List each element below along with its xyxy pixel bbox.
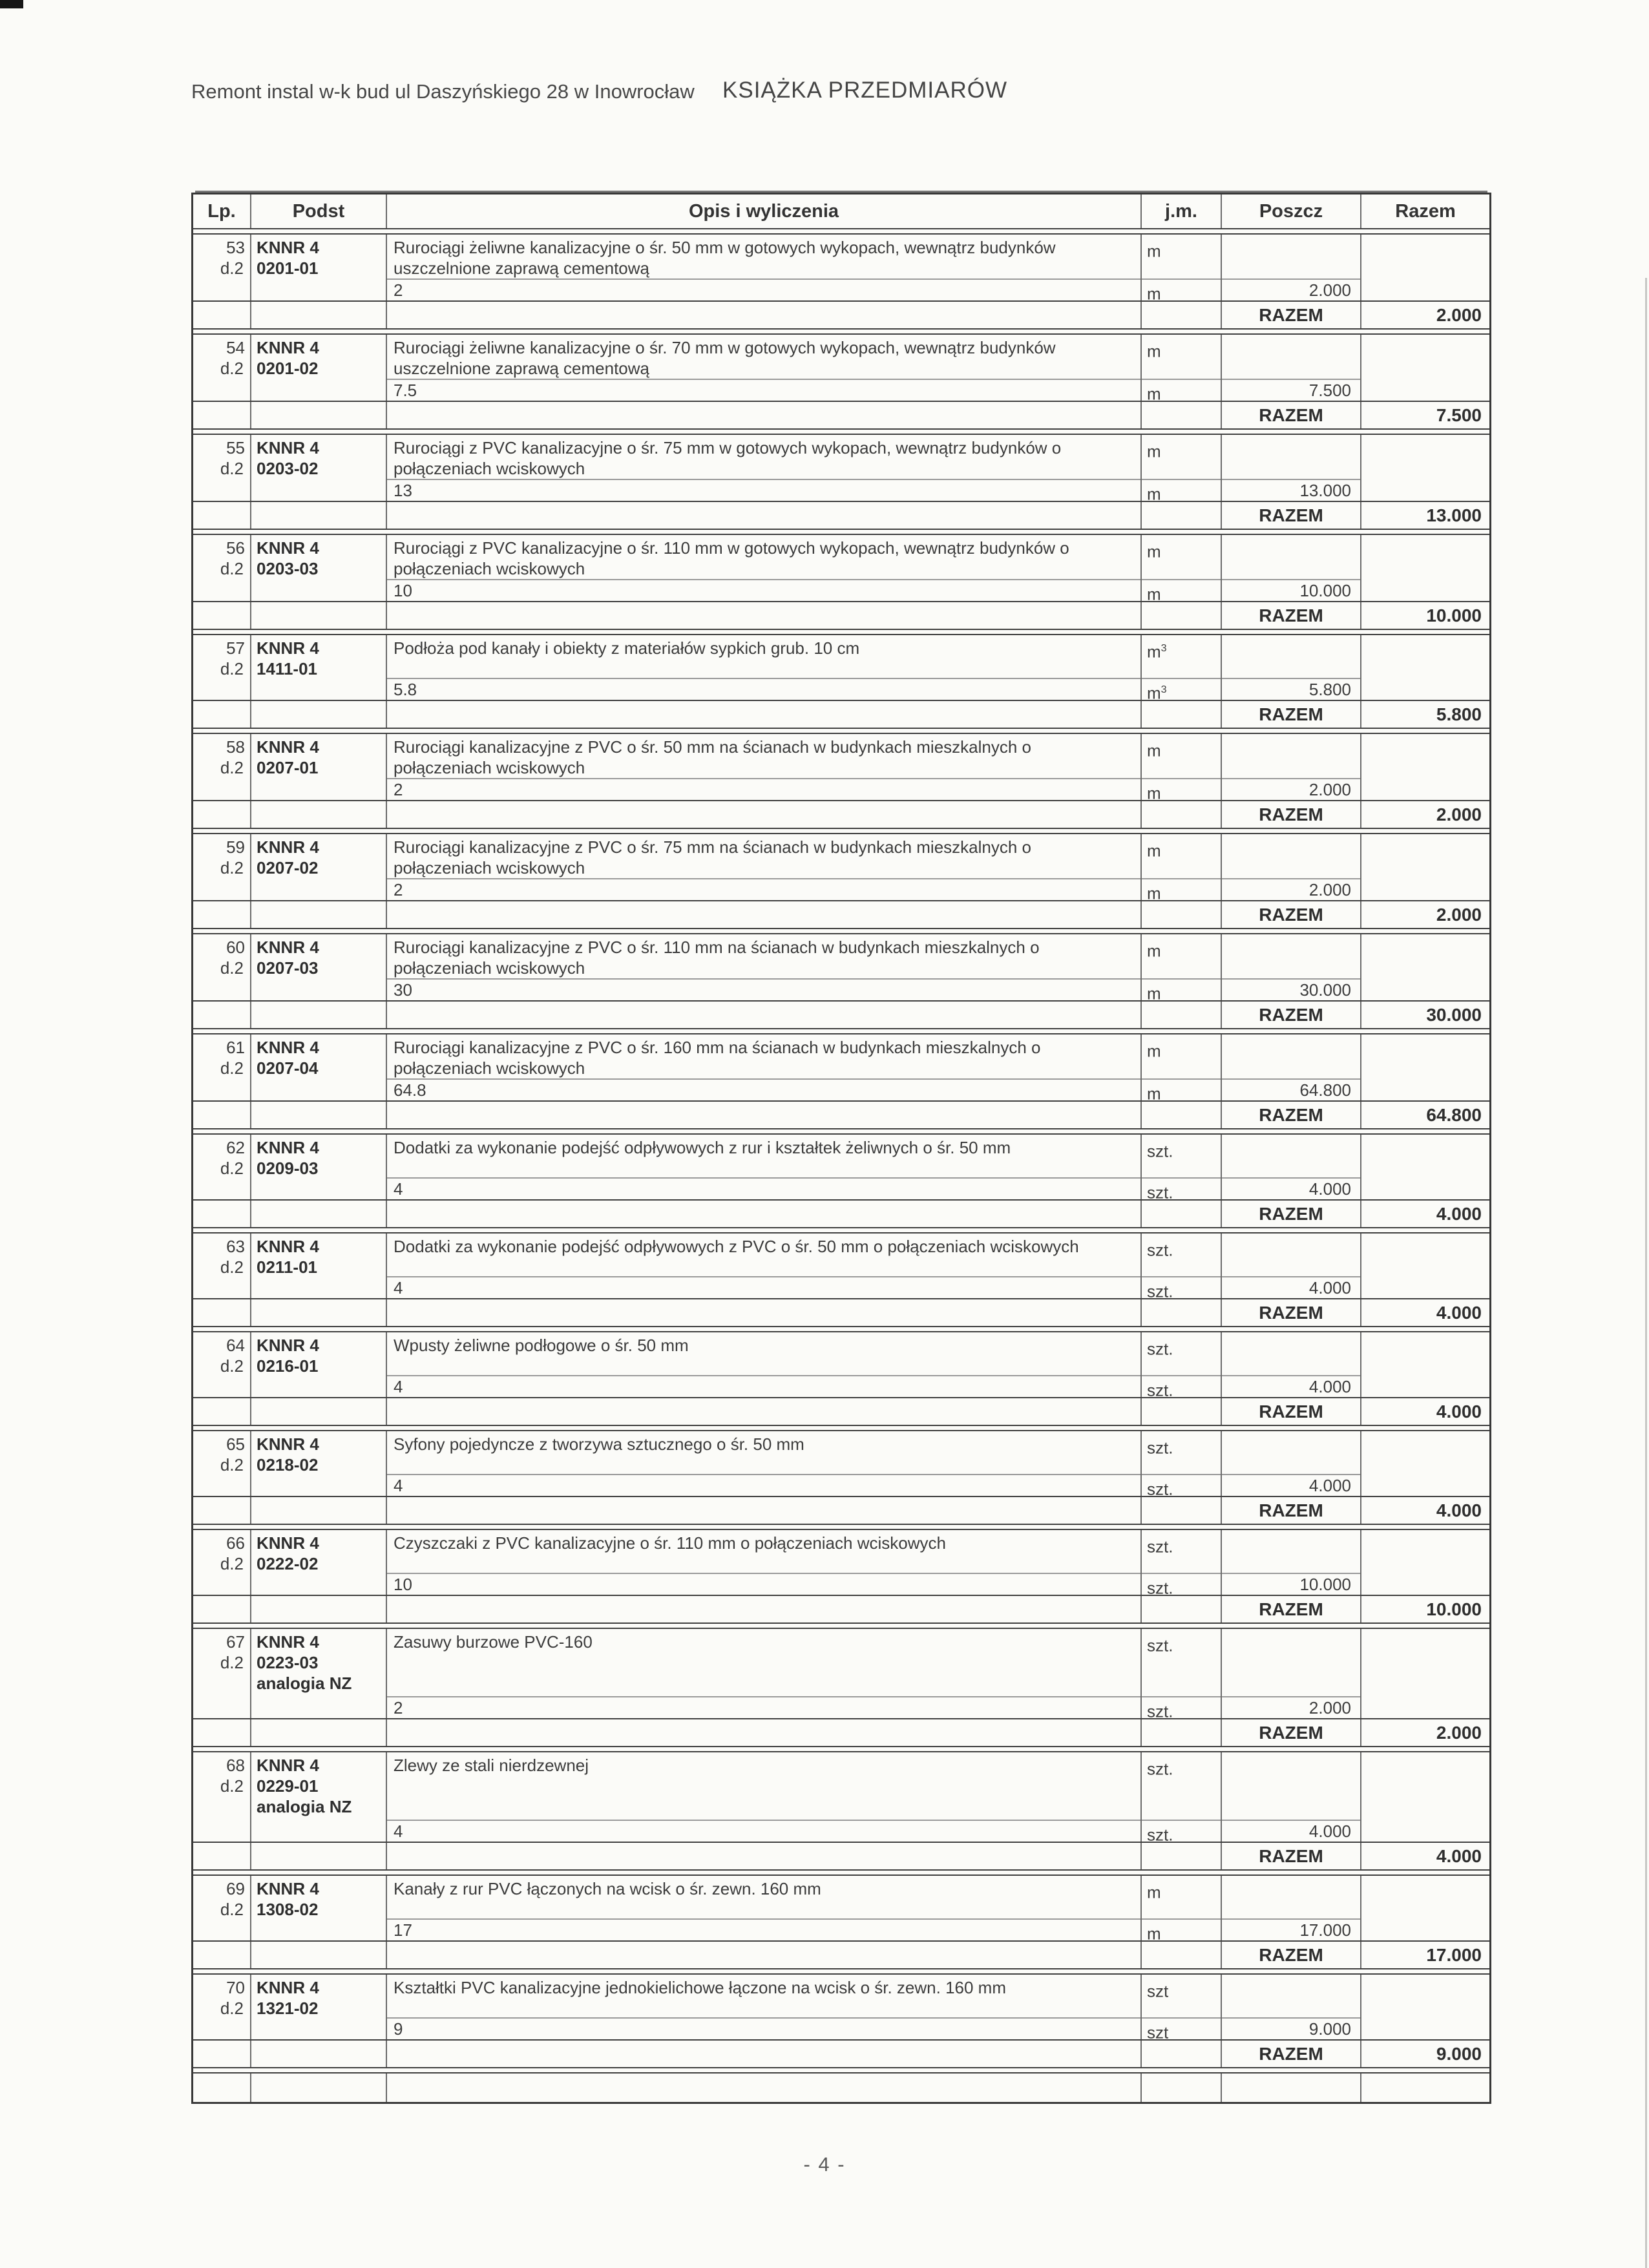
item-code: 0207-04 xyxy=(257,1058,319,1078)
item-section xyxy=(193,335,1489,402)
item-poszcz-value: 10.000 xyxy=(1299,581,1351,600)
item-unit: szt. xyxy=(1147,1438,1173,1458)
item-base: KNNR 4 xyxy=(257,938,319,957)
item-unit: m xyxy=(1147,241,1161,261)
item-code: 1308-02 xyxy=(257,1900,319,1919)
item-unit: szt xyxy=(1147,1981,1169,2001)
item-poszcz-value: 4.000 xyxy=(1308,1278,1351,1297)
item-unit: m xyxy=(1147,1882,1161,1902)
item-base: KNNR 4 xyxy=(257,1978,319,1997)
item-poszcz-value: 2.000 xyxy=(1308,280,1351,300)
item-code: 0216-01 xyxy=(257,1356,319,1376)
item-unit-repeat: szt. xyxy=(1147,1380,1173,1400)
item-razem-total: 4.000 xyxy=(1436,1500,1482,1520)
item-poszcz-value: 64.800 xyxy=(1299,1080,1351,1100)
item-razem-total: 9.000 xyxy=(1436,2043,1482,2064)
item-lp: 60 xyxy=(226,938,245,957)
table-header-row xyxy=(193,194,1489,229)
table-item xyxy=(193,333,1489,430)
item-code: 0218-02 xyxy=(257,1455,319,1475)
item-dept: d.2 xyxy=(220,758,244,777)
item-description: Rurociągi z PVC kanalizacyjne o śr. 110 mm w gotowych wykopach, wewnątrz budynków o połączeniach wciskowych xyxy=(394,538,1069,578)
item-unit: szt. xyxy=(1147,1759,1173,1779)
item-code: 0223-03 xyxy=(257,1653,319,1672)
item-lp: 64 xyxy=(226,1336,245,1355)
item-lp: 54 xyxy=(226,338,245,357)
table-item xyxy=(193,1529,1489,1624)
item-lp: 62 xyxy=(226,1138,245,1157)
item-unit-repeat: $m^3$ xyxy=(1147,683,1167,703)
razem-label: RAZEM xyxy=(1222,2041,1361,2067)
item-section xyxy=(193,1234,1489,1299)
item-section xyxy=(193,635,1489,701)
item-description: Dodatki za wykonanie podejść odpływowych z PVC o śr. 50 mm o połączeniach wciskowych xyxy=(394,1237,1079,1256)
item-poszcz-value: 5.800 xyxy=(1308,680,1351,699)
item-razem-row xyxy=(193,2041,1489,2068)
razem-label: RAZEM xyxy=(1222,302,1361,328)
item-quantity: 7.5 xyxy=(394,381,417,400)
item-base: KNNR 4 xyxy=(257,1879,319,1898)
table-item xyxy=(193,733,1489,829)
table-item xyxy=(193,634,1489,729)
razem-label: RAZEM xyxy=(1222,1497,1361,1524)
table-item xyxy=(193,1973,1489,2068)
item-description: Zasuwy burzowe PVC-160 xyxy=(394,1632,593,1652)
item-section xyxy=(193,1135,1489,1201)
item-section xyxy=(193,1629,1489,1719)
item-code: 1411-01 xyxy=(257,659,317,678)
item-razem-total: 2.000 xyxy=(1436,904,1482,925)
item-section xyxy=(193,1431,1489,1497)
item-razem-total: 64.800 xyxy=(1426,1104,1482,1125)
item-description: Rurociągi kanalizacyjne z PVC o śr. 110 mm na ścianach w budynkach mieszkalnych o połączeniach wciskowych xyxy=(394,938,1040,978)
item-description: Dodatki za wykonanie podejść odpływowych z rur i kształtek żeliwnych o śr. 50 mm xyxy=(394,1138,1011,1157)
item-description: Rurociągi kanalizacyjne z PVC o śr. 50 mm na ścianach w budynkach mieszkalnych o połączeniach wciskowych xyxy=(394,737,1032,777)
razem-label: RAZEM xyxy=(1222,502,1361,529)
item-section xyxy=(193,435,1489,502)
razem-label: RAZEM xyxy=(1222,901,1361,928)
razem-label: RAZEM xyxy=(1222,1201,1361,1227)
item-unit-repeat: m xyxy=(1147,1084,1161,1104)
item-description: Rurociągi kanalizacyjne z PVC o śr. 75 mm na ścianach w budynkach mieszkalnych o połączeniach wciskowych xyxy=(394,837,1032,877)
item-dept: d.2 xyxy=(220,1159,244,1178)
item-razem-row xyxy=(193,602,1489,630)
item-base: KNNR 4 xyxy=(257,1533,319,1553)
item-base: KNNR 4 xyxy=(257,1434,319,1454)
item-section xyxy=(193,1752,1489,1843)
item-base: KNNR 4 xyxy=(257,737,319,757)
item-dept: d.2 xyxy=(220,1257,244,1277)
item-poszcz-value: 10.000 xyxy=(1299,1575,1351,1594)
item-poszcz-value: 7.500 xyxy=(1308,381,1351,400)
razem-label: RAZEM xyxy=(1222,1596,1361,1622)
item-poszcz-value: 4.000 xyxy=(1308,1476,1351,1495)
item-lp: 68 xyxy=(226,1756,245,1775)
item-section xyxy=(193,934,1489,1002)
item-section xyxy=(193,235,1489,302)
item-unit-repeat: m xyxy=(1147,584,1161,604)
table-item xyxy=(193,1874,1489,1969)
item-razem-row xyxy=(193,901,1489,929)
item-section xyxy=(193,734,1489,801)
table-item xyxy=(193,1751,1489,1871)
col-header-jm: j.m. xyxy=(1142,194,1222,228)
table-item xyxy=(193,1430,1489,1525)
item-unit-repeat: szt. xyxy=(1147,1281,1173,1301)
item-unit: m xyxy=(1147,441,1161,461)
item-razem-row xyxy=(193,1201,1489,1228)
item-dept: d.2 xyxy=(220,1058,244,1078)
item-description: Zlewy ze stali nierdzewnej xyxy=(394,1756,589,1775)
item-razem-row xyxy=(193,302,1489,330)
item-dept: d.2 xyxy=(220,659,244,678)
item-unit: szt. xyxy=(1147,1339,1173,1359)
item-unit-repeat: szt. xyxy=(1147,1701,1173,1721)
item-note: analogia NZ xyxy=(257,1797,352,1816)
item-dept: d.2 xyxy=(220,1776,244,1796)
item-quantity: 30 xyxy=(394,980,412,1000)
item-lp: 61 xyxy=(226,1038,245,1057)
item-razem-row xyxy=(193,1102,1489,1129)
item-code: 0207-01 xyxy=(257,758,319,777)
item-razem-total: 10.000 xyxy=(1426,605,1482,625)
item-quantity: 10 xyxy=(394,1575,412,1594)
item-base: KNNR 4 xyxy=(257,638,319,658)
item-description: Rurociągi żeliwne kanalizacyjne o śr. 50 mm w gotowych wykopach, wewnątrz budynków uszczelnione zaprawą cementową xyxy=(394,238,1056,278)
item-description: Rurociągi kanalizacyjne z PVC o śr. 160 mm na ścianach w budynkach mieszkalnych o połączeniach wciskowych xyxy=(394,1038,1041,1078)
item-unit: m xyxy=(1147,841,1161,861)
item-quantity: 4 xyxy=(394,1822,403,1841)
item-lp: 70 xyxy=(226,1978,245,1997)
item-dept: d.2 xyxy=(220,459,244,478)
item-unit-repeat: szt. xyxy=(1147,1578,1173,1598)
item-unit: $m^3$ xyxy=(1147,642,1167,662)
item-razem-row xyxy=(193,1398,1489,1426)
item-razem-total: 2.000 xyxy=(1436,804,1482,824)
item-description: Syfony pojedyncze z tworzywa sztucznego o śr. 50 mm xyxy=(394,1434,804,1454)
table-item xyxy=(193,1628,1489,1747)
document-title: KSIĄŻKA PRZEDMIARÓW xyxy=(722,78,1007,103)
item-base: KNNR 4 xyxy=(257,1237,319,1256)
przedmiar-table xyxy=(191,193,1491,2104)
item-unit: m xyxy=(1147,941,1161,961)
item-code: 0207-02 xyxy=(257,858,319,877)
item-razem-row xyxy=(193,1596,1489,1624)
item-razem-row xyxy=(193,801,1489,829)
item-quantity: 17 xyxy=(394,1920,412,1940)
table-item xyxy=(193,833,1489,929)
item-unit-repeat: szt. xyxy=(1147,1182,1173,1202)
item-note: analogia NZ xyxy=(257,1674,352,1693)
table-item xyxy=(193,1033,1489,1129)
table-item xyxy=(193,534,1489,630)
item-base: KNNR 4 xyxy=(257,438,319,457)
item-code: 0207-03 xyxy=(257,958,319,978)
item-lp: 65 xyxy=(226,1434,245,1454)
item-lp: 63 xyxy=(226,1237,245,1256)
razem-label: RAZEM xyxy=(1222,1299,1361,1326)
item-unit: szt. xyxy=(1147,1141,1173,1161)
item-razem-row xyxy=(193,402,1489,430)
item-razem-row xyxy=(193,1299,1489,1327)
item-razem-row xyxy=(193,1002,1489,1029)
item-description: Podłoża pod kanały i obiekty z materiałów sypkich grub. 10 cm xyxy=(394,638,860,658)
item-razem-total: 7.500 xyxy=(1436,404,1482,425)
item-dept: d.2 xyxy=(220,1900,244,1919)
item-dept: d.2 xyxy=(220,559,244,578)
item-poszcz-value: 17.000 xyxy=(1299,1920,1351,1940)
item-quantity: 10 xyxy=(394,581,412,600)
item-razem-total: 4.000 xyxy=(1436,1203,1482,1224)
item-unit: m xyxy=(1147,740,1161,761)
item-quantity: 64.8 xyxy=(394,1080,426,1100)
item-razem-total: 4.000 xyxy=(1436,1302,1482,1323)
item-quantity: 5.8 xyxy=(394,680,417,699)
razem-label: RAZEM xyxy=(1222,402,1361,428)
item-base: KNNR 4 xyxy=(257,338,319,357)
scan-corner-artifact xyxy=(0,0,23,8)
table-bottom-spacer xyxy=(193,2072,1489,2102)
item-unit: m xyxy=(1147,341,1161,361)
item-code: 0201-01 xyxy=(257,258,319,278)
item-quantity: 4 xyxy=(394,1179,403,1199)
item-unit-repeat: szt. xyxy=(1147,1825,1173,1845)
item-poszcz-value: 2.000 xyxy=(1308,880,1351,899)
table-item xyxy=(193,233,1489,330)
item-code: 0222-02 xyxy=(257,1554,319,1573)
item-razem-total: 30.000 xyxy=(1426,1004,1482,1025)
item-base: KNNR 4 xyxy=(257,1336,319,1355)
item-dept: d.2 xyxy=(220,858,244,877)
item-lp: 57 xyxy=(226,638,245,658)
item-section xyxy=(193,1332,1489,1398)
item-dept: d.2 xyxy=(220,1554,244,1573)
item-unit: m xyxy=(1147,541,1161,562)
item-base: KNNR 4 xyxy=(257,238,319,257)
document-header: Remont instal w-k bud ul Daszyńskiego 28 w Inowrocław xyxy=(191,80,695,103)
item-razem-row xyxy=(193,1497,1489,1525)
item-poszcz-value: 30.000 xyxy=(1299,980,1351,1000)
item-unit-repeat: m xyxy=(1147,384,1161,404)
item-dept: d.2 xyxy=(220,1455,244,1475)
item-razem-total: 4.000 xyxy=(1436,1401,1482,1422)
item-lp: 59 xyxy=(226,837,245,857)
razem-label: RAZEM xyxy=(1222,701,1361,728)
item-poszcz-value: 2.000 xyxy=(1308,1698,1351,1717)
item-description: Kanały z rur PVC łączonych na wcisk o śr. zewn. 160 mm xyxy=(394,1879,821,1898)
col-header-opis: Opis i wyliczenia xyxy=(387,194,1142,228)
table-item xyxy=(193,1133,1489,1228)
item-unit-repeat: m xyxy=(1147,484,1161,504)
item-description: Kształtki PVC kanalizacyjne jednokielichowe łączone na wcisk o śr. zewn. 160 mm xyxy=(394,1978,1006,1997)
item-section xyxy=(193,834,1489,901)
item-code: 0203-02 xyxy=(257,459,319,478)
item-code: 0209-03 xyxy=(257,1159,319,1178)
razem-label: RAZEM xyxy=(1222,1843,1361,1869)
item-poszcz-value: 9.000 xyxy=(1308,2019,1351,2039)
item-unit-repeat: szt. xyxy=(1147,1479,1173,1499)
item-razem-row xyxy=(193,502,1489,530)
item-section xyxy=(193,535,1489,602)
col-header-podst: Podst xyxy=(251,194,387,228)
item-poszcz-value: 4.000 xyxy=(1308,1822,1351,1841)
item-base: KNNR 4 xyxy=(257,1632,319,1652)
item-base: KNNR 4 xyxy=(257,1138,319,1157)
item-lp: 53 xyxy=(226,238,245,257)
razem-label: RAZEM xyxy=(1222,1002,1361,1028)
item-quantity: 2 xyxy=(394,1698,403,1717)
item-unit-repeat: m xyxy=(1147,284,1161,304)
item-description: Rurociągi z PVC kanalizacyjne o śr. 75 mm w gotowych wykopach, wewnątrz budynków o połączeniach wciskowych xyxy=(394,438,1062,478)
item-poszcz-value: 13.000 xyxy=(1299,481,1351,500)
item-razem-total: 2.000 xyxy=(1436,304,1482,325)
item-lp: 55 xyxy=(226,438,245,457)
item-lp: 69 xyxy=(226,1879,245,1898)
item-unit-repeat: m xyxy=(1147,883,1161,903)
item-razem-total: 4.000 xyxy=(1436,1845,1482,1866)
item-description: Czyszczaki z PVC kanalizacyjne o śr. 110 mm o połączeniach wciskowych xyxy=(394,1533,946,1553)
item-description: Rurociągi żeliwne kanalizacyjne o śr. 70 mm w gotowych wykopach, wewnątrz budynków uszczelnione zaprawą cementową xyxy=(394,338,1056,378)
item-razem-row xyxy=(193,1942,1489,1969)
item-unit: szt. xyxy=(1147,1537,1173,1557)
page-number: - 4 - xyxy=(803,2153,846,2176)
table-item xyxy=(193,1232,1489,1327)
item-code: 0201-02 xyxy=(257,359,319,378)
item-unit-repeat: m xyxy=(1147,783,1161,803)
item-base: KNNR 4 xyxy=(257,538,319,558)
item-poszcz-value: 4.000 xyxy=(1308,1179,1351,1199)
razem-label: RAZEM xyxy=(1222,1719,1361,1746)
item-quantity: 2 xyxy=(394,880,403,899)
item-unit-repeat: m xyxy=(1147,1924,1161,1944)
item-section xyxy=(193,1530,1489,1596)
item-quantity: 2 xyxy=(394,780,403,799)
item-unit: szt. xyxy=(1147,1635,1173,1655)
item-dept: d.2 xyxy=(220,359,244,378)
item-dept: d.2 xyxy=(220,1356,244,1376)
item-razem-row xyxy=(193,1843,1489,1871)
item-razem-total: 13.000 xyxy=(1426,505,1482,525)
item-razem-total: 5.800 xyxy=(1436,704,1482,724)
item-quantity: 4 xyxy=(394,1278,403,1297)
item-code: 0211-01 xyxy=(257,1257,317,1277)
item-code: 1321-02 xyxy=(257,1999,319,2018)
item-lp: 58 xyxy=(226,737,245,757)
item-quantity: 4 xyxy=(394,1476,403,1495)
item-unit-repeat: szt xyxy=(1147,2022,1169,2042)
item-lp: 66 xyxy=(226,1533,245,1553)
item-base: KNNR 4 xyxy=(257,1038,319,1057)
item-section xyxy=(193,1975,1489,2041)
item-section xyxy=(193,1876,1489,1942)
razem-label: RAZEM xyxy=(1222,602,1361,629)
item-unit: szt. xyxy=(1147,1240,1173,1260)
item-code: 0203-03 xyxy=(257,559,319,578)
item-quantity: 13 xyxy=(394,481,412,500)
razem-label: RAZEM xyxy=(1222,1398,1361,1425)
item-description: Wpusty żeliwne podłogowe o śr. 50 mm xyxy=(394,1336,689,1355)
item-dept: d.2 xyxy=(220,1999,244,2018)
table-item xyxy=(193,1331,1489,1426)
item-poszcz-value: 4.000 xyxy=(1308,1377,1351,1396)
razem-label: RAZEM xyxy=(1222,1942,1361,1968)
scan-edge-artifact xyxy=(1645,278,1647,2268)
item-razem-total: 10.000 xyxy=(1426,1599,1482,1619)
item-base: KNNR 4 xyxy=(257,1756,319,1775)
item-dept: d.2 xyxy=(220,1653,244,1672)
razem-label: RAZEM xyxy=(1222,801,1361,828)
col-header-lp: Lp. xyxy=(193,194,251,228)
item-quantity: 4 xyxy=(394,1377,403,1396)
item-razem-row xyxy=(193,701,1489,729)
item-quantity: 9 xyxy=(394,2019,403,2039)
item-code: 0229-01 xyxy=(257,1776,319,1796)
item-base: KNNR 4 xyxy=(257,837,319,857)
table-item xyxy=(193,933,1489,1029)
item-lp: 56 xyxy=(226,538,245,558)
item-unit-repeat: m xyxy=(1147,983,1161,1003)
item-dept: d.2 xyxy=(220,958,244,978)
razem-label: RAZEM xyxy=(1222,1102,1361,1128)
item-poszcz-value: 2.000 xyxy=(1308,780,1351,799)
item-razem-total: 2.000 xyxy=(1436,1722,1482,1743)
table-item xyxy=(193,434,1489,530)
item-quantity: 2 xyxy=(394,280,403,300)
item-unit: m xyxy=(1147,1041,1161,1061)
item-lp: 67 xyxy=(226,1632,245,1652)
item-section xyxy=(193,1034,1489,1102)
item-razem-total: 17.000 xyxy=(1426,1944,1482,1965)
col-header-poszcz: Poszcz xyxy=(1222,194,1361,228)
col-header-razem: Razem xyxy=(1395,200,1456,222)
table-body xyxy=(193,233,1489,2068)
item-dept: d.2 xyxy=(220,258,244,278)
item-razem-row xyxy=(193,1719,1489,1747)
